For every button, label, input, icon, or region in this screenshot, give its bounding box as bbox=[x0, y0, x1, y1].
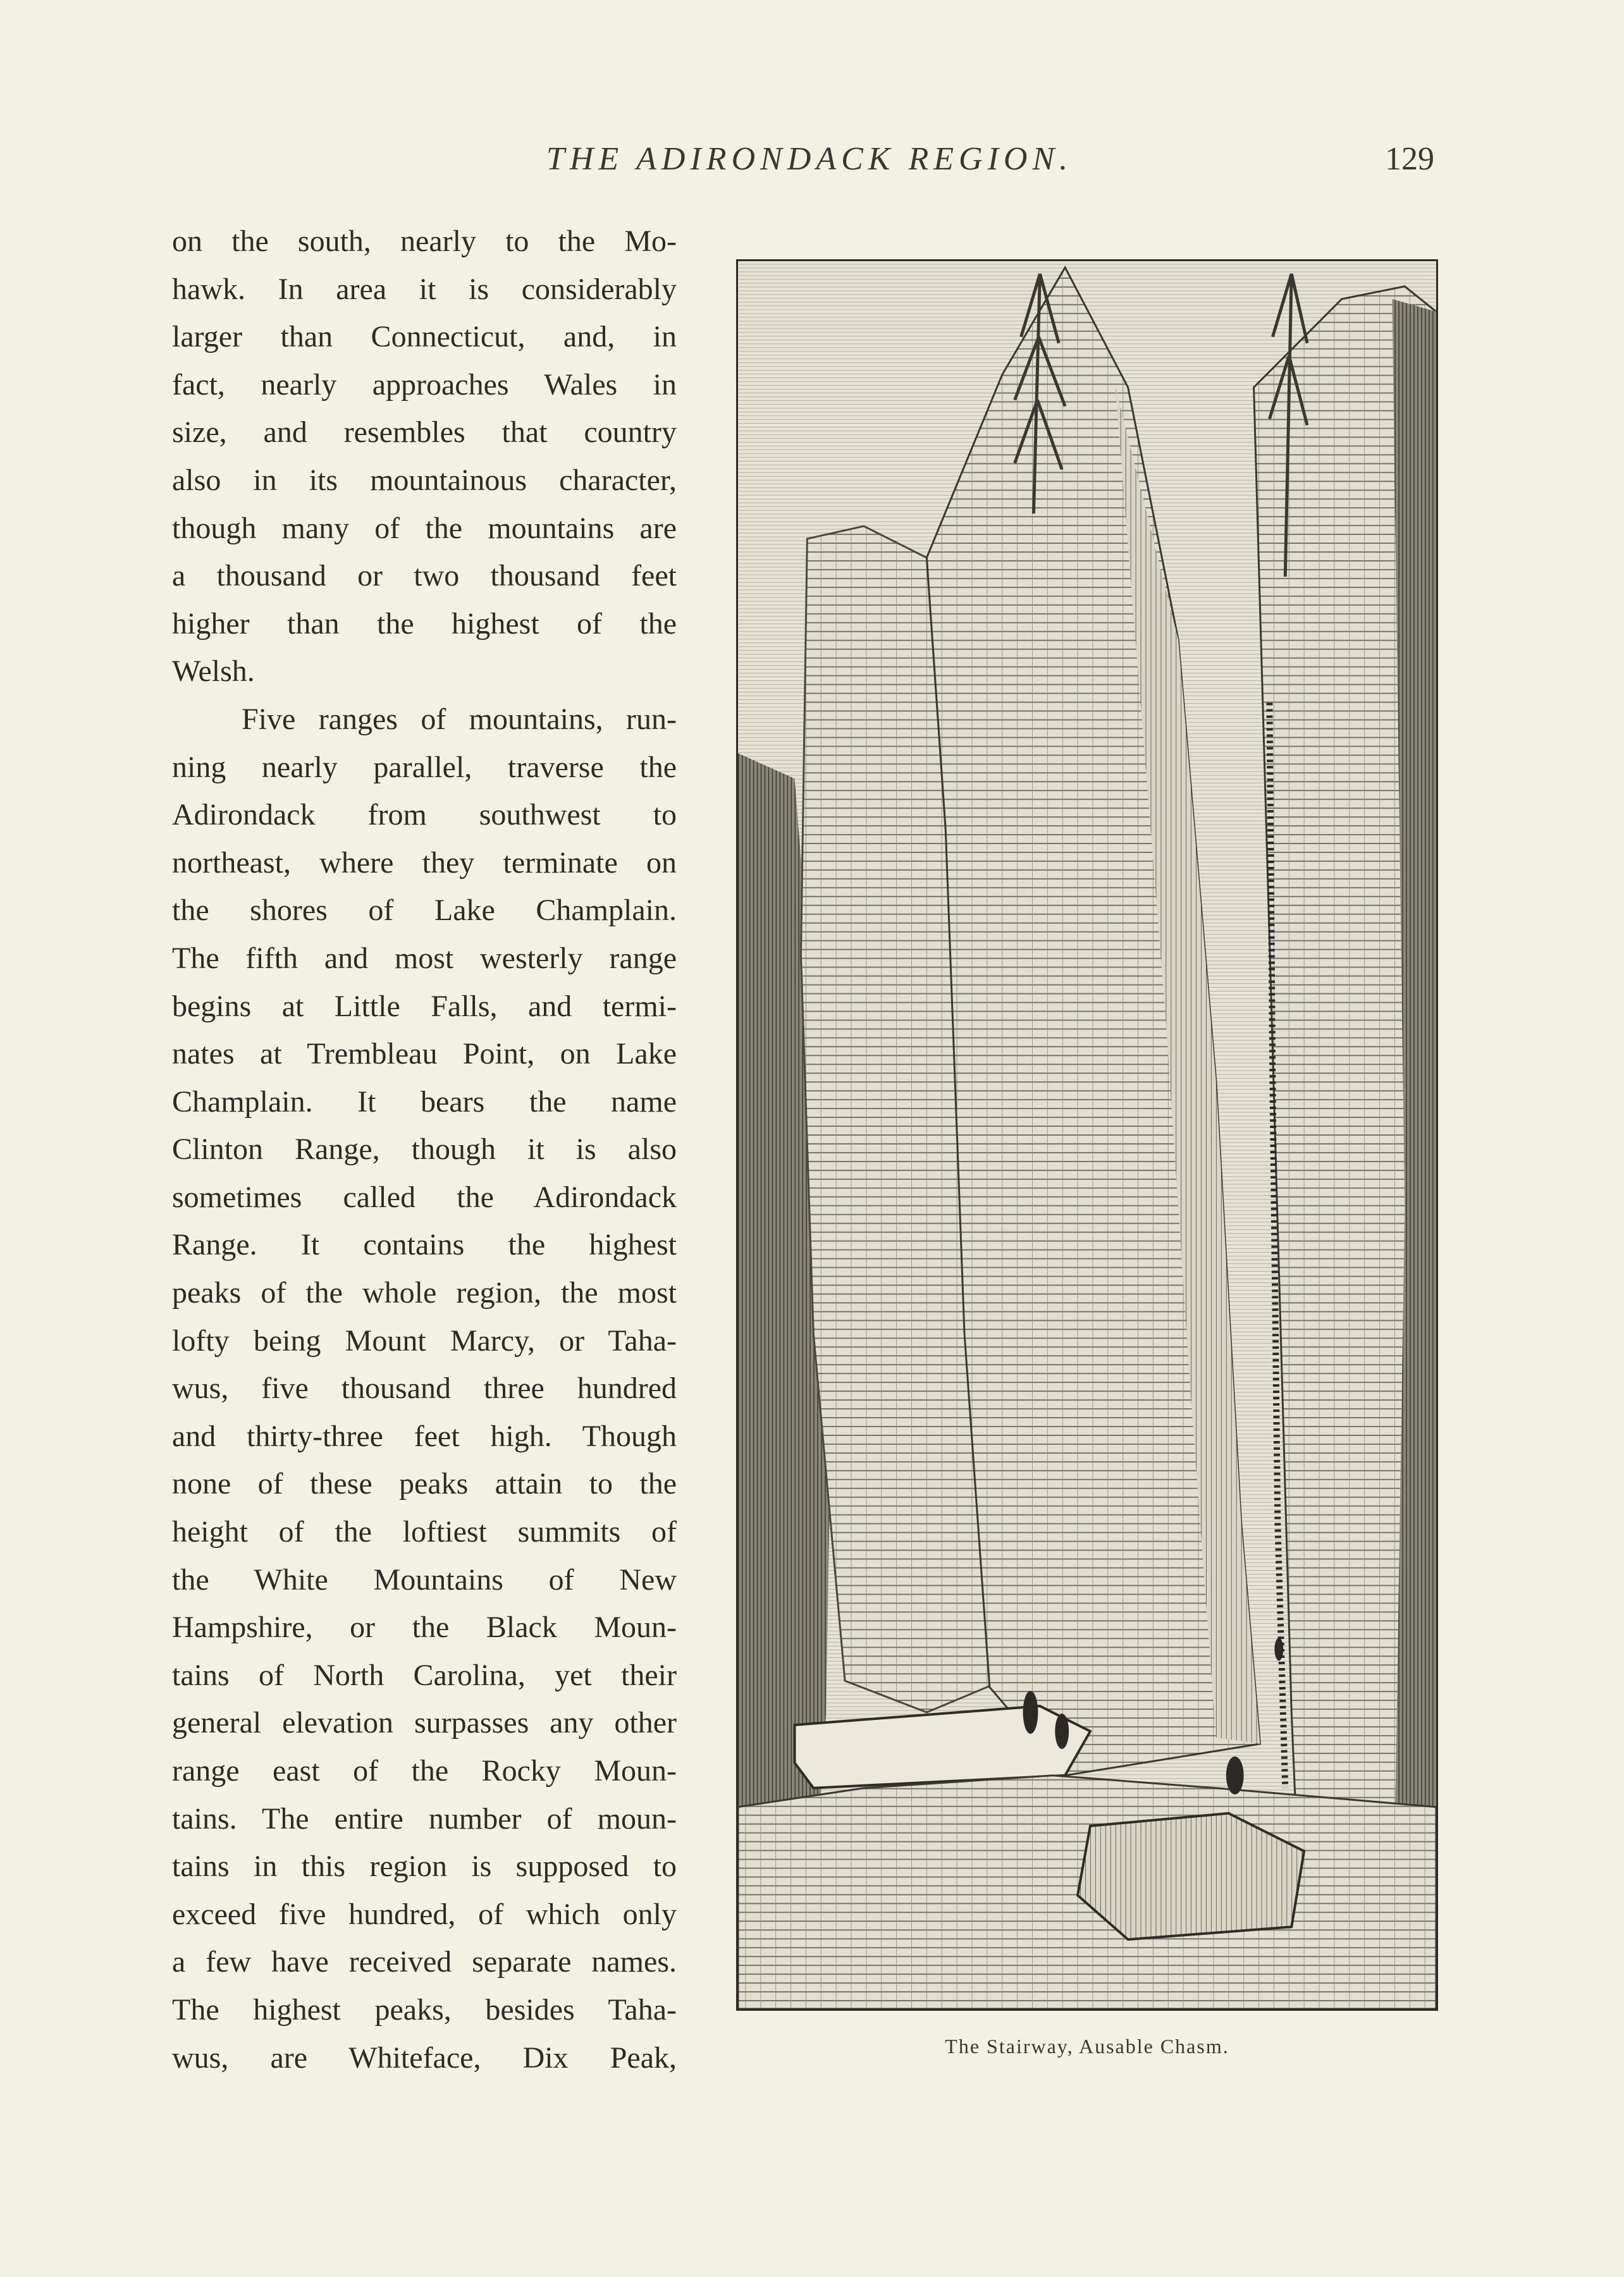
text-line: sometimes called the Adirondack bbox=[172, 1180, 677, 1214]
text-line: hawk. In area it is considerably bbox=[172, 272, 677, 306]
engraving-illustration bbox=[736, 259, 1438, 2011]
text-line: tains in this region is supposed to bbox=[172, 1850, 677, 1884]
page-number: 129 bbox=[1385, 141, 1434, 177]
text-line: Hampshire, or the Black Moun- bbox=[172, 1611, 677, 1645]
text-line: lofty being Mount Marcy, or Taha- bbox=[172, 1323, 677, 1358]
figure-caption: The Stairway, Ausable Chasm. bbox=[945, 2035, 1229, 2058]
figure-person bbox=[1274, 1638, 1283, 1660]
text-line: size, and resembles that country bbox=[172, 415, 677, 450]
text-line: Welsh. bbox=[172, 654, 255, 689]
text-line: wus, are Whiteface, Dix Peak, bbox=[172, 2041, 677, 2075]
text-line: height of the loftiest summits of bbox=[172, 1515, 677, 1549]
text-line: peaks of the whole region, the most bbox=[172, 1276, 677, 1310]
text-line: northeast, where they terminate on bbox=[172, 845, 677, 880]
text-line: exceed five hundred, of which only bbox=[172, 1897, 677, 1931]
text-line: the shores of Lake Champlain. bbox=[172, 893, 677, 928]
text-line: larger than Connecticut, and, in bbox=[172, 320, 677, 354]
text-line: general elevation surpasses any other bbox=[172, 1706, 677, 1740]
text-line: a thousand or two thousand feet bbox=[172, 559, 677, 593]
text-line: begins at Little Falls, and termi- bbox=[172, 989, 677, 1023]
text-line: wus, five thousand three hundred bbox=[172, 1372, 677, 1406]
text-line: Range. It contains the highest bbox=[172, 1228, 677, 1262]
figure-person bbox=[1226, 1757, 1244, 1795]
text-line: a few have received separate names. bbox=[172, 1945, 677, 1979]
text-line: on the south, nearly to the Mo- bbox=[172, 224, 677, 258]
text-line: ning nearly parallel, traverse the bbox=[172, 750, 677, 784]
figure-person bbox=[1023, 1691, 1038, 1734]
text-line: Five ranges of mountains, run- bbox=[242, 702, 677, 736]
text-line: nates at Trembleau Point, on Lake bbox=[172, 1037, 677, 1071]
text-line: tains. The entire number of moun- bbox=[172, 1801, 677, 1836]
text-line: tains of North Carolina, yet their bbox=[172, 1658, 677, 1692]
text-line: though many of the mountains are bbox=[172, 511, 677, 545]
text-line: none of these peaks attain to the bbox=[172, 1467, 677, 1501]
figure-person bbox=[1055, 1714, 1069, 1749]
text-line: The fifth and most westerly range bbox=[172, 941, 677, 975]
text-line: and thirty-three feet high. Though bbox=[172, 1419, 677, 1453]
text-line: Clinton Range, though it is also bbox=[172, 1132, 677, 1167]
text-line: Adirondack from southwest to bbox=[172, 798, 677, 832]
text-line: the White Mountains of New bbox=[172, 1562, 677, 1597]
text-line: fact, nearly approaches Wales in bbox=[172, 367, 677, 402]
body-column bbox=[172, 218, 677, 2082]
text-line: also in its mountainous character, bbox=[172, 463, 677, 497]
text-line: higher than the highest of the bbox=[172, 606, 677, 641]
text-line: range east of the Rocky Moun- bbox=[172, 1754, 677, 1788]
running-head: THE ADIRONDACK REGION. bbox=[546, 141, 1073, 177]
text-line: Champlain. It bears the name bbox=[172, 1084, 677, 1119]
text-line: The highest peaks, besides Taha- bbox=[172, 1992, 677, 2027]
